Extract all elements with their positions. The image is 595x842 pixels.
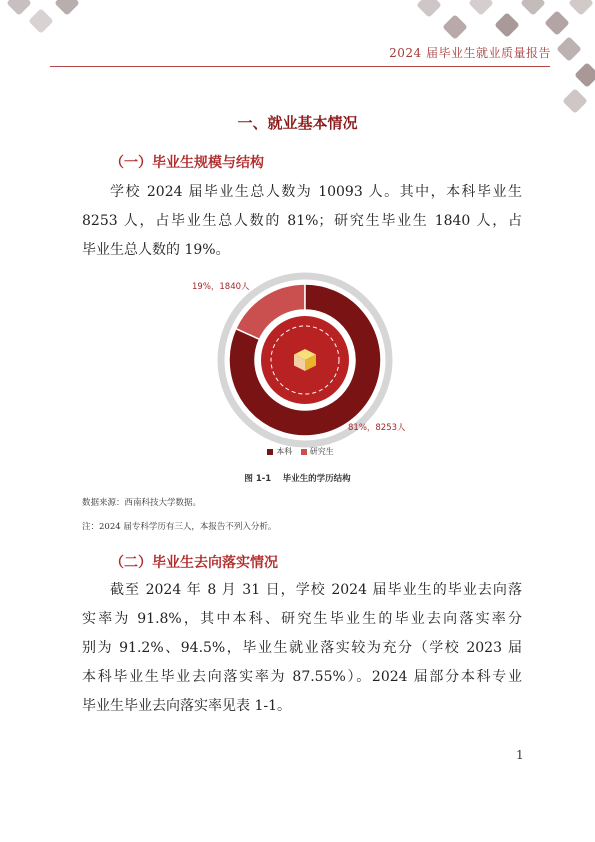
paragraph-line: 本科毕业生毕业去向落实率为 87.55%）。2024 届部分本科专业 bbox=[82, 669, 522, 685]
data-source-note: 数据来源：西南科技大学数据。 bbox=[82, 498, 202, 508]
legend-label-graduate: 研究生 bbox=[309, 447, 334, 456]
decor-tile bbox=[562, 88, 587, 113]
legend-swatch-undergraduate bbox=[267, 449, 273, 455]
decor-tile bbox=[28, 8, 53, 33]
legend-label-undergraduate: 本科 bbox=[276, 447, 293, 456]
figure-caption: 图 1-1 毕业生的学历结构 bbox=[244, 474, 351, 484]
data-label-graduate: 19%，1840人 bbox=[192, 282, 250, 292]
decor-tile bbox=[556, 36, 581, 61]
decor-tile bbox=[468, 0, 493, 16]
paragraph-line: 学校 2024 届毕业生总人数为 10093 人。其中，本科毕业生 bbox=[110, 184, 522, 200]
decor-tile bbox=[568, 0, 593, 16]
paragraph-line: 截至 2024 年 8 月 31 日，学校 2024 届毕业生的毕业去向落 bbox=[110, 582, 522, 598]
subsection-title-2: （二）毕业生去向落实情况 bbox=[110, 555, 278, 571]
decor-tile bbox=[416, 0, 441, 18]
running-header: 2024 届毕业生就业质量报告 bbox=[389, 46, 551, 60]
decor-tile bbox=[520, 0, 545, 16]
page-number: 1 bbox=[516, 748, 524, 762]
footnote: 注：2024 届专科学历有三人，本报告不列入分析。 bbox=[82, 522, 277, 532]
paragraph-2 bbox=[82, 576, 522, 721]
paragraph-line: 别为 91.2%、94.5%，毕业生就业落实较为充分（学校 2023 届 bbox=[82, 640, 522, 656]
decor-tile bbox=[544, 10, 569, 35]
paragraph-line: 毕业生总人数的 19%。 bbox=[82, 242, 230, 258]
header-rule bbox=[50, 66, 550, 67]
legend-swatch-graduate bbox=[301, 449, 307, 455]
paragraph-line: 8253 人，占毕业生总人数的 81%；研究生毕业生 1840 人，占 bbox=[82, 213, 522, 229]
decor-tile bbox=[494, 12, 519, 37]
data-label-undergraduate: 81%，8253人 bbox=[348, 423, 406, 433]
subsection-title-1: （一）毕业生规模与结构 bbox=[110, 155, 264, 171]
decor-tile bbox=[6, 0, 31, 16]
decor-tile bbox=[54, 0, 79, 16]
decor-tile bbox=[574, 62, 595, 87]
decor-tile bbox=[442, 14, 467, 39]
paragraph-line: 毕业生毕业去向落实率见表 1-1。 bbox=[82, 698, 291, 714]
section-title: 一、就业基本情况 bbox=[237, 114, 358, 132]
chart-legend bbox=[0, 446, 595, 457]
education-structure-chart bbox=[0, 270, 595, 470]
paragraph-line: 实率为 91.8%，其中本科、研究生毕业生的毕业去向落实率分 bbox=[82, 611, 522, 627]
paragraph-1 bbox=[82, 178, 522, 265]
